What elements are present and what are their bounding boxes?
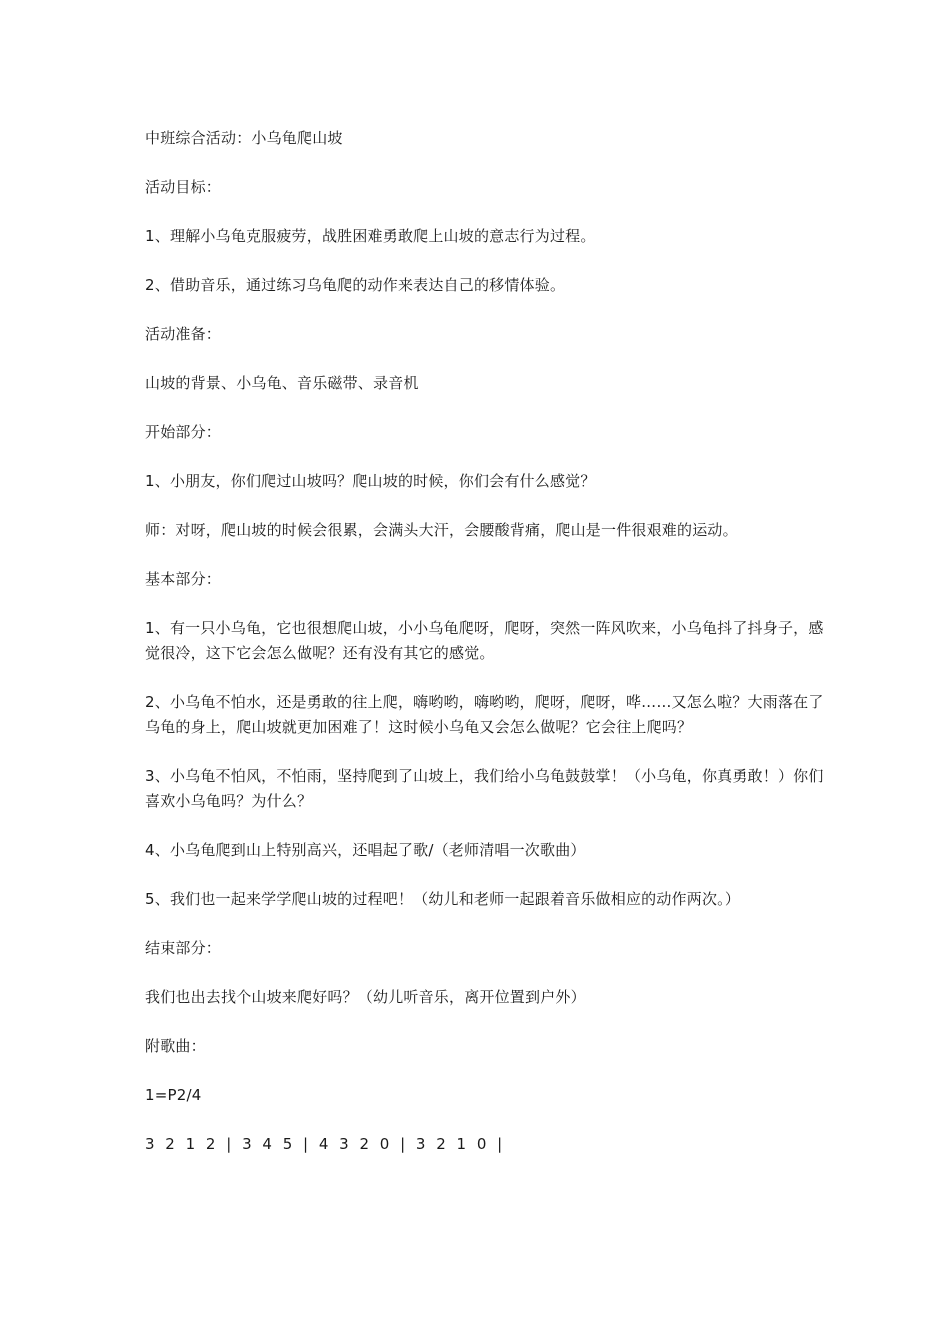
section-heading-song: 附歌曲：	[145, 1037, 206, 1055]
song-key: 1=P2/4	[145, 1086, 202, 1104]
main-item: 1、有一只小乌龟，它也很想爬山坡，小小乌龟爬呀，爬呀，突然一阵风吹来，小乌龟抖了抖身子，感觉很冷，这下它会怎么做呢？还有没有其它的感觉。	[145, 619, 824, 662]
main-item: 3、小乌龟不怕风，不怕雨，坚持爬到了山坡上，我们给小乌龟鼓鼓掌！（小乌龟，你真勇敢！）你们喜欢小乌龟吗？为什么？	[145, 767, 824, 810]
main-item: 5、我们也一起来学学爬山坡的过程吧！（幼儿和老师一起跟着音乐做相应的动作两次。）	[145, 890, 741, 908]
section-heading-main: 基本部分：	[145, 570, 222, 588]
section-heading-preparation: 活动准备：	[145, 325, 222, 343]
section-heading-ending: 结束部分：	[145, 939, 222, 957]
teacher-line: 师：对呀，爬山坡的时候会很累，会满头大汗，会腰酸背痛，爬山是一件很艰难的运动。	[145, 521, 738, 539]
section-heading-opening: 开始部分：	[145, 423, 222, 441]
document-title: 中班综合活动：小乌龟爬山坡	[145, 129, 343, 147]
preparation-text: 山坡的背景、小乌龟、音乐磁带、录音机	[145, 374, 419, 392]
section-heading-goals: 活动目标：	[145, 178, 222, 196]
main-item: 4、小乌龟爬到山上特别高兴，还唱起了歌/（老师清唱一次歌曲）	[145, 841, 586, 859]
document-body	[145, 126, 825, 1181]
goal-item: 2、借助音乐，通过练习乌龟爬的动作来表达自己的移情体验。	[145, 276, 566, 294]
goal-item: 1、理解小乌龟克服疲劳，战胜困难勇敢爬上山坡的意志行为过程。	[145, 227, 596, 245]
song-notation: 3 2 1 2 | 3 4 5 | 4 3 2 0 | 3 2 1 0 |	[145, 1135, 506, 1153]
opening-item: 1、小朋友，你们爬过山坡吗？爬山坡的时候，你们会有什么感觉？	[145, 472, 596, 490]
ending-text: 我们也出去找个山坡来爬好吗？（幼儿听音乐，离开位置到户外）	[145, 988, 586, 1006]
main-item: 2、小乌龟不怕水，还是勇敢的往上爬，嗨哟哟，嗨哟哟，爬呀，爬呀，哗……又怎么啦？大雨落在了乌龟的身上，爬山坡就更加困难了！这时候小乌龟又会怎么做呢？它会往上爬吗？	[145, 693, 824, 736]
